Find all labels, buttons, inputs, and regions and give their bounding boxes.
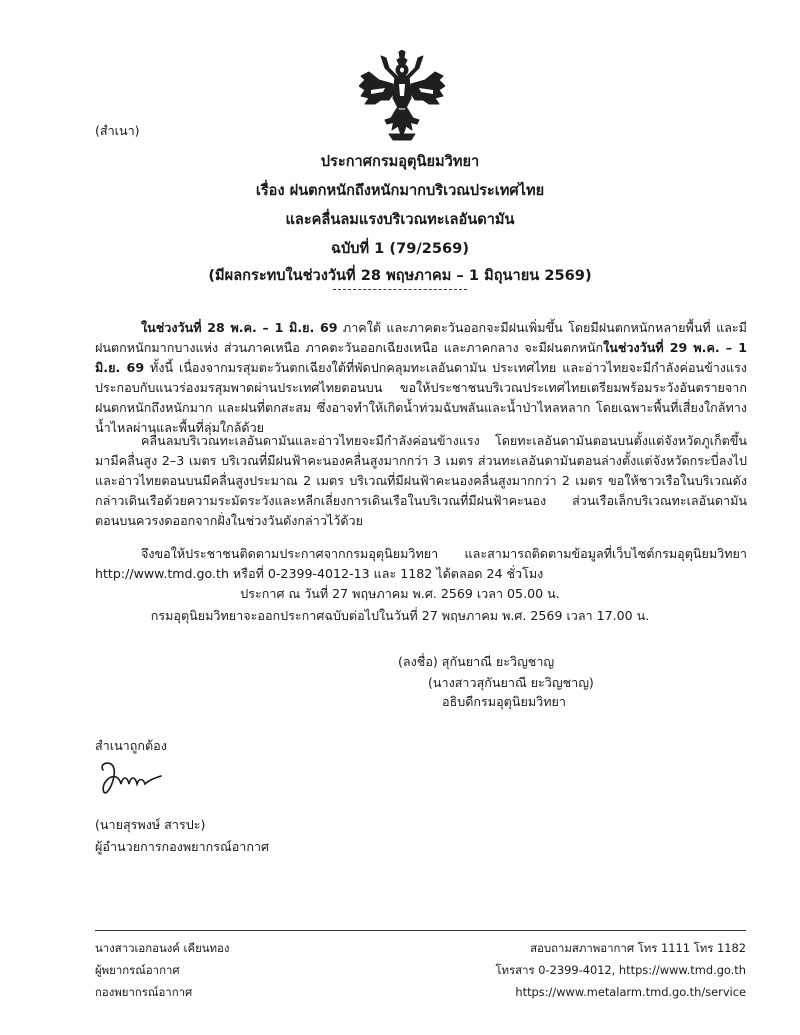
- announcement-effective-period: (มีผลกระทบในช่วงวันที่ 28 พฤษภาคม – 1 มิถุนายน 2569): [208, 267, 592, 284]
- forecast-cause-text: ทั้งนี้ เนื่องจากมรสุมตะวันตกเฉียงใต้ที่พัดปกคลุมทะเลอันดามัน ประเทศไทย และอ่าวไทยจะมีกำลังค่อนข้างแรง ประกอบกับแนวร่องมรสุมพาดผ่านประเทศไทยตอนบน ขอให้ประชาชนบริเวณประเทศไทยเตรียมพร้อมระวังอันตรายจากฝนตกหนักถึงหนักมาก และฝนที่ตกสะสม ซึ่งอาจทำให้เกิดน้ำท่วมฉับพลันและน้ำป่าไหลหลาก โดยเฉพาะพื้นที่เสี่ยงใกล้ทางน้ำไหลผ่านและพื้นที่ลุ่มใกล้ด้วย: [95, 360, 747, 435]
- forecast-period-bold: ในช่วงวันที่ 28 พ.ค. – 1 มิ.ย. 69: [141, 320, 338, 335]
- footer-service-link: https://www.metalarm.tmd.go.th/service: [515, 985, 746, 999]
- paragraph-follow-up: [95, 544, 747, 584]
- certified-copy-label: สำเนาถูกต้อง: [95, 738, 167, 753]
- footer-forecaster-name: นางสาวเอกอนงค์ เคียนทอง: [95, 941, 230, 955]
- copy-mark: (สำเนา): [95, 123, 140, 138]
- footer-division: กองพยากรณ์อากาศ: [95, 985, 193, 999]
- signer-name: (นางสาวสุกันยาณี ยะวิญชาญ): [428, 675, 594, 690]
- forecast-text: ภาคใต้ และภาคตะวันออกจะมีฝนเพิ่มขึ้น โดยมีฝนตกหนักหลายพื้นที่ และมีฝนตกหนักมากบางแห่ง ส่วนภาคเหนือ ภาคตะวันออกเฉียงเหนือ และภาคกลาง จะมีฝนตกหนัก: [95, 320, 747, 355]
- signer-title: อธิบดีกรมอุตุนิยมวิทยา: [442, 694, 566, 709]
- next-notice: กรมอุตุนิยมวิทยาจะออกประกาศฉบับต่อไปในวันที่ 27 พฤษภาคม พ.ศ. 2569 เวลา 17.00 น.: [150, 608, 650, 623]
- announce-date: ประกาศ ณ วันที่ 27 พฤษภาคม พ.ศ. 2569 เวลา 05.00 น.: [240, 586, 560, 601]
- separator-line: [333, 289, 467, 290]
- wave-warning-text: คลื่นลมบริเวณทะเลอันดามันและอ่าวไทยจะมีกำลังค่อนข้างแรง โดยทะเลอันดามันตอนบนตั้งแต่จังหวัดภูเก็ตขึ้นมามีคลื่นสูง 2–3 เมตร บริเวณที่มีฝนฟ้าคะนองคลื่นสูงมากกว่า 3 เมตร ส่วนทะเลอันดามันตอนล่างตั้งแต่จังหวัดกระบี่ลงไป และอ่าวไทยตอนบนมีคลื่นสูงประมาณ 2 เมตร บริเวณที่มีฝนฟ้าคะนองคลื่นสูงมากกว่า 2 เมตร ขอให้ชาวเรือในบริเวณดังกล่าวเดินเรือด้วยความระมัดระวังและหลีกเลี่ยงการเดินเรือในบริเวณที่มีฝนฟ้าคะนอง ส่วนเรือเล็กบริเวณทะเลอันดามันตอนบนควรงดออกจากฝั่งในช่วงวันดังกล่าวไว้ด้วย: [95, 433, 747, 528]
- footer-fax-website: โทรสาร 0-2399-4012, https://www.tmd.go.th: [495, 963, 746, 977]
- announcement-subject: เรื่อง ฝนตกหนักถึงหนักมากบริเวณประเทศไทย: [255, 182, 545, 199]
- paragraph-wave-warning: [95, 431, 747, 531]
- announcement-subject-line2: และคลื่นลมแรงบริเวณทะเลอันดามัน: [285, 211, 515, 228]
- garuda-emblem-icon: [359, 50, 445, 142]
- certifier-title: ผู้อำนวยการกองพยากรณ์อากาศ: [95, 839, 270, 854]
- announcement-number: ฉบับที่ 1 (79/2569): [331, 240, 469, 257]
- signed-by: (ลงชื่อ) สุกันยาณี ยะวิญชาญ: [398, 654, 555, 669]
- footer-hotline: สอบถามสภาพอากาศ โทร 1111 โทร 1182: [530, 941, 746, 955]
- certifier-name: (นายสุรพงษ์ สารปะ): [95, 817, 206, 832]
- handwritten-signature-icon: [95, 756, 165, 800]
- heavy-rain-period-bold: ในช่วงวันที่ 29 พ.ค. – 1 มิ.ย. 69: [95, 340, 747, 375]
- footer-divider: [95, 930, 746, 931]
- footer-forecaster-role: ผู้พยากรณ์อากาศ: [95, 963, 180, 977]
- follow-up-text: จึงขอให้ประชาชนติดตามประกาศจากกรมอุตุนิยมวิทยา และสามารถติดตามข้อมูลที่เว็บไซต์กรมอุตุนิยมวิทยา http://www.tmd.go.th หรือที่ 0-2399-4012-13 และ 1182 ได้ตลอด 24 ชั่วโมง: [95, 546, 747, 581]
- announcement-title: ประกาศกรมอุตุนิยมวิทยา: [320, 153, 480, 170]
- paragraph-rain-forecast: [95, 318, 747, 438]
